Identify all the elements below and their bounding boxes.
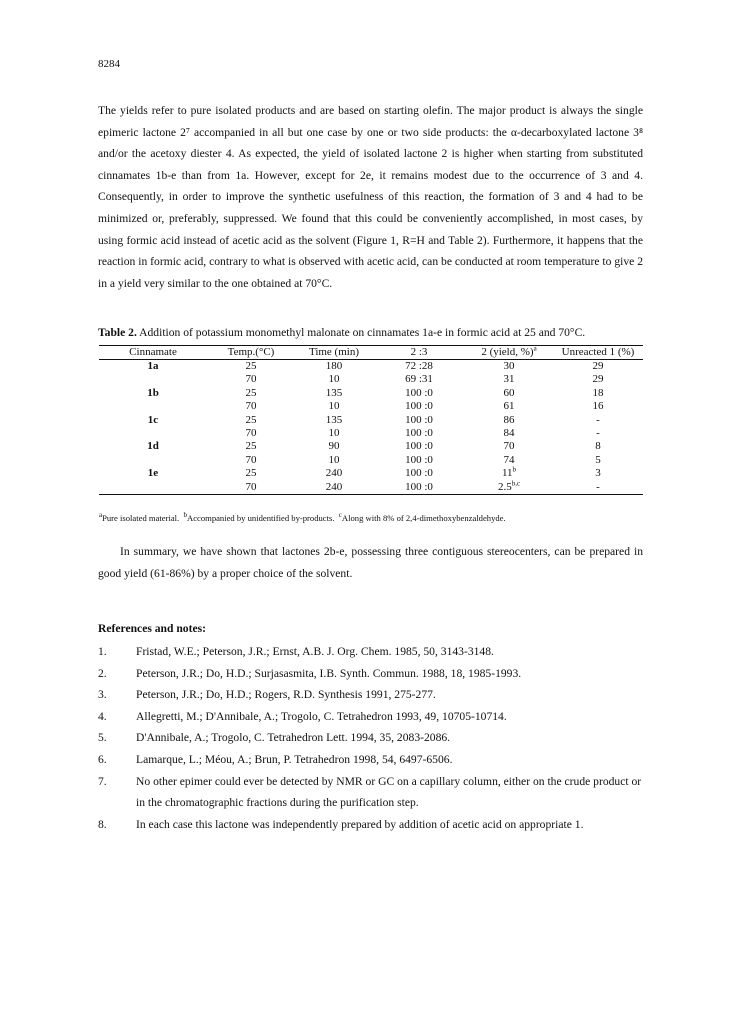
cell-time: 10: [328, 373, 340, 386]
header-yield-footnote-mark: a: [533, 344, 537, 353]
cell-ratio: 100 :0: [405, 467, 433, 480]
reference-number: 1.: [98, 645, 107, 658]
cell-yield-value: 61: [503, 400, 515, 413]
reference-number: 7.: [98, 774, 107, 788]
cell-yield-value: 11: [501, 467, 513, 480]
cell-cinnamate: [99, 373, 207, 386]
cell-temp: 70: [245, 373, 257, 386]
cell-ratio: 100 :0: [405, 453, 433, 466]
cell-temp: 70: [245, 427, 257, 440]
cell-yield-value: 86: [503, 413, 515, 426]
reference-text: No other epimer could ever be detected by NMR or GC on a capillary column, either on the crude product or in the chromatographic fractions during the purification step.: [136, 774, 642, 810]
reference-item: [98, 706, 643, 728]
cell-unreacted: 29: [592, 360, 604, 372]
cell-time: 10: [328, 453, 340, 466]
cell-yield: [465, 414, 553, 427]
cell-ratio: 100 :0: [405, 427, 433, 440]
table-row: [99, 360, 643, 374]
cell-unreacted: 18: [592, 386, 604, 399]
footnote-b-text: Accompanied by unidentified by-products.: [187, 513, 335, 523]
cell-ratio: 100 :0: [405, 386, 433, 399]
cell-cinnamate: [99, 454, 207, 467]
reference-text: In each case this lactone was independently prepared by addition of acetic acid on appropriate 1.: [136, 817, 584, 831]
cell-yield: [465, 467, 553, 480]
cell-temp: 25: [245, 413, 257, 426]
cell-ratio: 100 :0: [405, 413, 433, 426]
cell-yield: [465, 400, 553, 413]
cell-yield-footnote-mark: b: [512, 465, 517, 474]
footnote-c-mark: c: [338, 511, 342, 520]
cell-yield-value: 30: [503, 360, 515, 372]
table-caption-text: Addition of potassium monomethyl malonate on cinnamates 1a-e in formic acid at 25 and 70°C.: [136, 326, 586, 339]
reference-text: Allegretti, M.; D'Annibale, A.; Trogolo, C. Tetrahedron 1993, 49, 10705-10714.: [136, 709, 507, 723]
cell-yield-value: 74: [503, 453, 515, 466]
cell-time: 135: [325, 413, 343, 426]
table-row: [99, 440, 643, 453]
table-row: [99, 400, 643, 413]
cell-yield: [465, 373, 553, 386]
references-heading: References and notes:: [98, 622, 206, 635]
cell-time: 135: [325, 386, 343, 399]
header-cinnamate: Cinnamate: [99, 346, 207, 360]
cell-yield: [465, 387, 553, 400]
header-yield: [465, 346, 553, 360]
cell-ratio: 100 :0: [405, 440, 433, 453]
footnote-a-mark: a: [99, 511, 103, 520]
cell-ratio: 72 :28: [405, 360, 433, 372]
table-row: [99, 467, 643, 480]
body-paragraph-results: The yields refer to pure isolated products and are based on starting olefin. The major product is always the single epimeric lactone 2⁷ accompanied in all but one case by one or two side products: the α-decarboxylated lactone 3⁸ and/or the acetoxy diester 4. As expected, the yield of isolated lactone 2 is higher when starting from substituted cinnamates 1b-e than from 1a. However, except for 2e, it remains modest due to the occurrence of 3 and 4. Consequently, in order to improve the synthetic usefulness of this reaction, the formation of 3 and 4 had to be minimized or, preferably, suppressed. We found that this could be conveniently accomplished, in most cases, by using formic acid instead of acetic acid as the solvent (Figure 1, R=H and Table 2). Furthermore, it happens that the reaction in formic acid, contrary to what is observed with acetic acid, can be conducted at room temperature to give 2 in a yield very similar to the one obtained at 70°C.: [98, 104, 643, 290]
cell-yield-value: 2.5: [497, 480, 512, 493]
reference-number: 8.: [98, 817, 107, 831]
cell-cinnamate: [99, 481, 207, 495]
cell-time: 240: [325, 467, 343, 480]
cell-unreacted: 29: [592, 373, 604, 386]
cell-yield-value: 70: [503, 440, 515, 453]
reference-number: 4.: [98, 709, 107, 723]
cell-time: 10: [328, 427, 340, 440]
cell-yield-value: 31: [503, 373, 515, 386]
cell-yield-footnote-mark: b,c: [511, 479, 521, 487]
cell-temp: 25: [245, 440, 257, 453]
footnote-b-mark: b: [183, 511, 187, 520]
cell-cinnamate: 1a: [147, 360, 159, 372]
cell-yield: [465, 360, 553, 374]
cell-temp: 25: [245, 386, 257, 399]
reference-text: Peterson, J.R.; Do, H.D.; Surjasasmita, I.B. Synth. Commun. 1988, 18, 1985-1993.: [136, 666, 522, 680]
cell-unreacted: -: [553, 481, 643, 495]
reference-text: Lamarque, L.; Méou, A.; Brun, P. Tetrahedron 1998, 54, 6497-6506.: [136, 752, 453, 766]
reference-item: [98, 814, 643, 836]
cell-yield: [465, 481, 553, 495]
cell-ratio: 100 :0: [373, 481, 465, 495]
cell-time: 90: [328, 440, 340, 453]
page-number: 8284: [98, 58, 120, 70]
cell-ratio: 69 :31: [405, 373, 433, 386]
cell-cinnamate: 1b: [147, 386, 159, 399]
header-temp: Temp.(°C): [207, 346, 295, 360]
reference-number: 2.: [98, 666, 107, 680]
table-row: [99, 481, 643, 495]
reference-item: [98, 749, 643, 771]
cell-unreacted: 16: [592, 400, 604, 413]
cell-unreacted: -: [596, 413, 600, 426]
cell-time: 10: [328, 400, 340, 413]
footnote-c-text: Along with 8% of 2,4-dimethoxybenzaldehyde.: [341, 513, 506, 523]
cell-unreacted: 5: [595, 453, 601, 466]
header-unreacted: Unreacted 1 (%): [553, 346, 643, 360]
cell-temp: 70: [245, 453, 257, 466]
table-row: [99, 454, 643, 467]
reference-text: D'Annibale, A.; Trogolo, C. Tetrahedron Lett. 1994, 35, 2083-2086.: [136, 731, 451, 745]
cell-time: 240: [295, 481, 373, 495]
cell-cinnamate: 1e: [147, 467, 159, 480]
cell-temp: 70: [245, 400, 257, 413]
results-table: [99, 345, 643, 495]
cell-ratio: 100 :0: [405, 400, 433, 413]
table-footnote: [99, 513, 506, 523]
reference-text: Peterson, J.R.; Do, H.D.; Rogers, R.D. Synthesis 1991, 275-277.: [136, 688, 436, 702]
cell-cinnamate: 1d: [147, 440, 159, 453]
header-time: Time (min): [295, 346, 373, 360]
cell-yield: [465, 427, 553, 440]
reference-number: 3.: [98, 688, 107, 702]
cell-temp: 25: [245, 360, 257, 372]
cell-unreacted: 3: [595, 467, 601, 480]
reference-item: [98, 663, 643, 685]
reference-item: [98, 771, 643, 814]
cell-cinnamate: [99, 427, 207, 440]
header-yield-label: 2 (yield, %): [481, 346, 534, 358]
cell-yield-value: 84: [503, 427, 515, 440]
cell-cinnamate: 1c: [147, 413, 159, 426]
reference-text: Fristad, W.E.; Peterson, J.R.; Ernst, A.B. J. Org. Chem. 1985, 50, 3143-3148.: [136, 645, 494, 658]
reference-number: 6.: [98, 752, 107, 766]
cell-time: 180: [325, 360, 343, 372]
table-row: [99, 373, 643, 386]
table-header-row: [99, 346, 643, 360]
reference-item: [98, 684, 643, 706]
cell-cinnamate: [99, 400, 207, 413]
body-paragraph-summary: In summary, we have shown that lactones 2b-e, possessing three contiguous stereocenters, can be prepared in good yield (61-86%) by a proper choice of the solvent.: [98, 545, 643, 580]
references-list: [98, 641, 643, 835]
table-row: [99, 414, 643, 427]
header-ratio: 2 :3: [373, 346, 465, 360]
cell-yield: [465, 454, 553, 467]
cell-temp: 70: [207, 481, 295, 495]
cell-yield: [465, 440, 553, 453]
table-caption: [98, 326, 658, 339]
table-caption-label: Table 2.: [98, 326, 137, 339]
cell-yield-value: 60: [503, 386, 515, 399]
cell-unreacted: -: [596, 427, 600, 440]
cell-temp: 25: [245, 467, 257, 480]
reference-number: 5.: [98, 731, 107, 745]
table-row: [99, 427, 643, 440]
table-row: [99, 387, 643, 400]
cell-unreacted: 8: [595, 440, 601, 453]
footnote-a-text: Pure isolated material.: [102, 513, 180, 523]
reference-item: [98, 727, 643, 749]
reference-item: [98, 641, 643, 663]
